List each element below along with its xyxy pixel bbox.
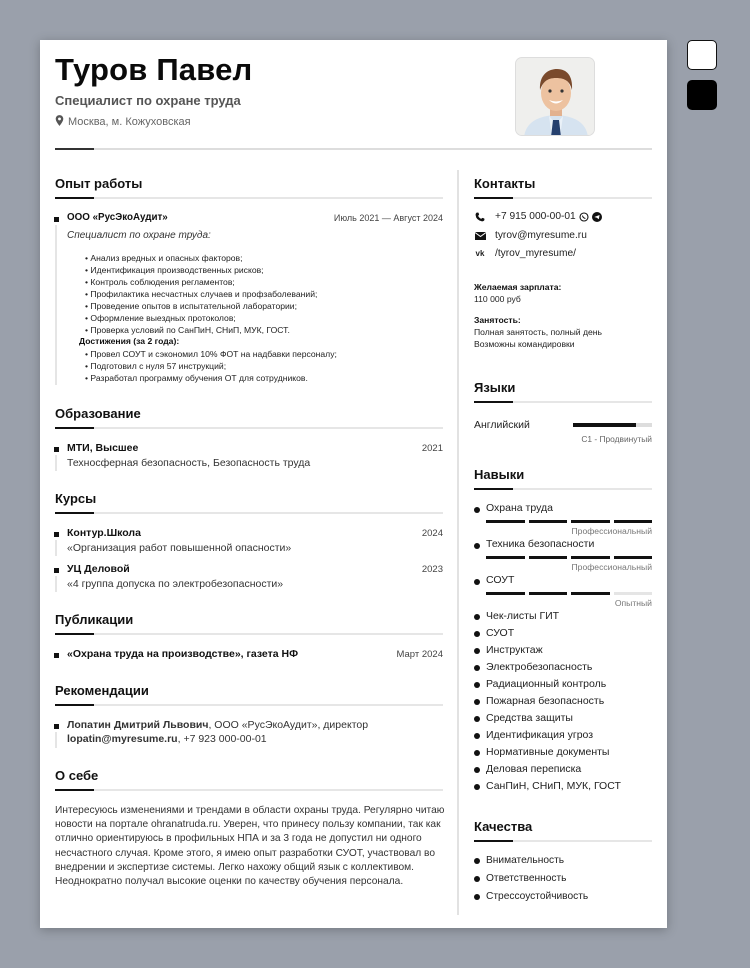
skill-level-text: Опытный — [614, 598, 652, 608]
square-bullet-icon — [54, 653, 59, 658]
skill-level-text: Профессиональный — [571, 526, 652, 536]
course-entry — [55, 527, 443, 557]
section-rule — [55, 704, 443, 706]
skill-level-text: Профессиональный — [571, 562, 652, 572]
employment-line: Возможны командировки — [474, 339, 575, 349]
section-rule — [474, 840, 652, 842]
candidate-name: Туров Павел — [55, 52, 253, 87]
phone-number[interactable]: +7 915 000-00-01 — [495, 211, 576, 222]
duty-item: • Проведение опытов в испытательной лаборатории; — [85, 300, 317, 312]
square-bullet-icon — [54, 724, 59, 729]
square-bullet-icon — [54, 447, 59, 452]
language-level-fill — [573, 423, 636, 427]
rated-skill — [474, 502, 652, 536]
course-year: 2024 — [421, 528, 443, 539]
duty-item: • Проверка условий по СанПиН, СНиП, МУК, ГОСТ. — [85, 324, 317, 336]
contact-phone — [474, 211, 602, 222]
column-divider — [457, 170, 459, 915]
quality-item: Внимательность — [474, 853, 588, 871]
publication-entry — [55, 648, 443, 666]
course-detail: «4 группа допуска по электробезопасности» — [67, 578, 284, 590]
section-title-skills: Навыки — [474, 467, 525, 482]
square-bullet-icon — [54, 217, 59, 222]
section-rule — [55, 512, 443, 514]
resume-page — [40, 40, 667, 928]
skill-item: Пожарная безопасность — [474, 694, 621, 711]
recommender-email[interactable]: lopatin@myresume.ru — [67, 733, 178, 745]
skill-item: Инструктаж — [474, 643, 621, 660]
skill-item: СанПиН, СНиП, МУК, ГОСТ — [474, 779, 621, 796]
candidate-location — [55, 115, 191, 129]
section-rule — [55, 633, 443, 635]
achievement-item: • Провел СОУТ и сэкономил 10% ФОТ на надбавки персоналу; — [85, 348, 337, 360]
education-year: 2021 — [421, 443, 443, 454]
salary-label: Желаемая зарплата: — [474, 282, 562, 292]
telegram-icon[interactable] — [592, 212, 602, 222]
duties-list — [85, 252, 317, 336]
entry-line — [55, 576, 57, 592]
bullet-dot-icon — [474, 579, 480, 585]
skill-item: Деловая переписка — [474, 762, 621, 779]
quality-item: Стрессоустойчивость — [474, 889, 588, 907]
skill-level-bar — [486, 592, 652, 595]
entry-line — [55, 225, 57, 385]
recommendation-entry — [55, 719, 443, 749]
education-entry — [55, 442, 443, 472]
section-title-courses: Курсы — [55, 491, 97, 506]
skill-item: Электробезопасность — [474, 660, 621, 677]
skill-item: Нормативные документы — [474, 745, 621, 762]
skill-item: Радиационный контроль — [474, 677, 621, 694]
achievement-item: • Разработал программу обучения ОТ для сотрудников. — [85, 372, 337, 384]
section-rule — [55, 427, 443, 429]
section-rule — [55, 789, 443, 791]
skill-item: Идентификация угроз — [474, 728, 621, 745]
email-link[interactable]: tyrov@myresume.ru — [495, 230, 587, 241]
duty-item: • Идентификация производственных рисков; — [85, 264, 317, 276]
duty-item: • Профилактика несчастных случаев и профзаболеваний; — [85, 288, 317, 300]
language-level-bar — [573, 423, 652, 427]
quality-item: Ответственность — [474, 871, 588, 889]
skills-list — [474, 609, 621, 796]
job-role: Специалист по охране труда: — [67, 230, 211, 241]
entry-line — [55, 455, 57, 471]
square-bullet-icon — [54, 532, 59, 537]
skill-level-bar — [486, 520, 652, 523]
salary-value: 110 000 руб — [474, 294, 521, 304]
section-title-about: О себе — [55, 768, 99, 783]
section-title-qualities: Качества — [474, 819, 533, 834]
company-name: ООО «РусЭкоАудит» — [67, 212, 168, 223]
recommender-phone: , +7 923 000-00-01 — [177, 733, 267, 745]
skill-name: Охрана труда — [486, 502, 553, 514]
contact-vk — [474, 248, 576, 259]
location-text: Москва, м. Кожуховская — [68, 116, 191, 128]
section-title-publications: Публикации — [55, 612, 134, 627]
language-name: Английский — [474, 419, 530, 431]
section-title-languages: Языки — [474, 380, 516, 395]
publication-name: «Охрана труда на производстве», газета НФ — [67, 648, 299, 660]
vk-link[interactable]: /tyrov_myresume/ — [495, 248, 576, 259]
skill-name: СОУТ — [486, 574, 515, 586]
recommender-line — [67, 719, 368, 731]
duty-item: • Контроль соблюдения регламентов; — [85, 276, 317, 288]
publication-date: Март 2024 — [396, 649, 443, 660]
course-name: Контур.Школа — [67, 527, 141, 539]
section-rule — [474, 488, 652, 490]
employment-label: Занятость: — [474, 315, 521, 325]
envelope-icon — [474, 232, 486, 240]
course-detail: «Организация работ повышенной опасности» — [67, 542, 292, 554]
bullet-dot-icon — [474, 507, 480, 513]
section-title-recommendations: Рекомендации — [55, 683, 149, 698]
theme-dark-button[interactable] — [687, 80, 717, 110]
course-name: УЦ Деловой — [67, 563, 130, 575]
skill-level-bar — [486, 556, 652, 559]
course-entry — [55, 563, 443, 593]
work-dates: Июль 2021 — Август 2024 — [333, 213, 443, 223]
section-title-experience: Опыт работы — [55, 176, 143, 191]
skill-name: Техника безопасности — [486, 538, 595, 550]
recommender-org: , ООО «РусЭкоАудит», директор — [208, 719, 369, 731]
profile-photo — [515, 57, 595, 136]
contact-email — [474, 230, 587, 241]
section-title-contacts: Контакты — [474, 176, 536, 191]
rated-skill — [474, 574, 652, 608]
square-bullet-icon — [54, 568, 59, 573]
achievements-list — [85, 348, 337, 384]
map-pin-icon — [55, 115, 64, 129]
recommender-contacts — [67, 733, 267, 745]
duty-item: • Анализ вредных и опасных факторов; — [85, 252, 317, 264]
achievement-item: • Подготовил с нуля 57 инструкций; — [85, 360, 337, 372]
language-level-text: C1 - Продвинутый — [581, 434, 652, 444]
skill-item: Чек-листы ГИТ — [474, 609, 621, 626]
education-name: МТИ, Высшее — [67, 442, 139, 454]
header-divider — [55, 148, 652, 150]
bullet-dot-icon — [474, 543, 480, 549]
education-detail: Техносферная безопасность, Безопасность труда — [67, 457, 311, 469]
experience-entry — [55, 212, 443, 387]
theme-light-button[interactable] — [687, 40, 717, 70]
skill-item: СУОТ — [474, 626, 621, 643]
skill-item: Средства защиты — [474, 711, 621, 728]
phone-icon — [474, 212, 486, 222]
entry-line — [55, 540, 57, 556]
candidate-position: Специалист по охране труда — [55, 93, 241, 108]
section-rule — [474, 401, 652, 403]
recommender-name: Лопатин Дмитрий Львович — [67, 719, 209, 731]
section-rule — [474, 197, 652, 199]
employment-line: Полная занятость, полный день — [474, 327, 602, 337]
section-title-education: Образование — [55, 406, 141, 421]
about-text: Интересуюсь изменениями и трендами в области охраны труда. Регулярно читаю новости на портале ohranatruda.ru. Уверен, что принесу пользу компании, так как отлично ориентируюсь в профильных НПА и за 3 года не допустил ни одного несчастного случая. Кроме этого, я имею опыт разработки СУОТ, участвовал во внедрении и экспертизе системы. Легко нахожу общий язык с коллективом. Неоднократно получал высокие оценки по качеству обучения персонала. — [55, 805, 445, 888]
entry-line — [55, 732, 57, 748]
qualities-list — [474, 853, 588, 907]
course-year: 2023 — [421, 564, 443, 575]
whatsapp-icon[interactable] — [579, 212, 589, 222]
rated-skill — [474, 538, 652, 572]
duty-item: • Оформление выездных протоколов; — [85, 312, 317, 324]
vk-icon: vk — [475, 249, 485, 258]
section-rule — [55, 197, 443, 199]
achievements-title: Достижения (за 2 года): — [79, 336, 180, 346]
